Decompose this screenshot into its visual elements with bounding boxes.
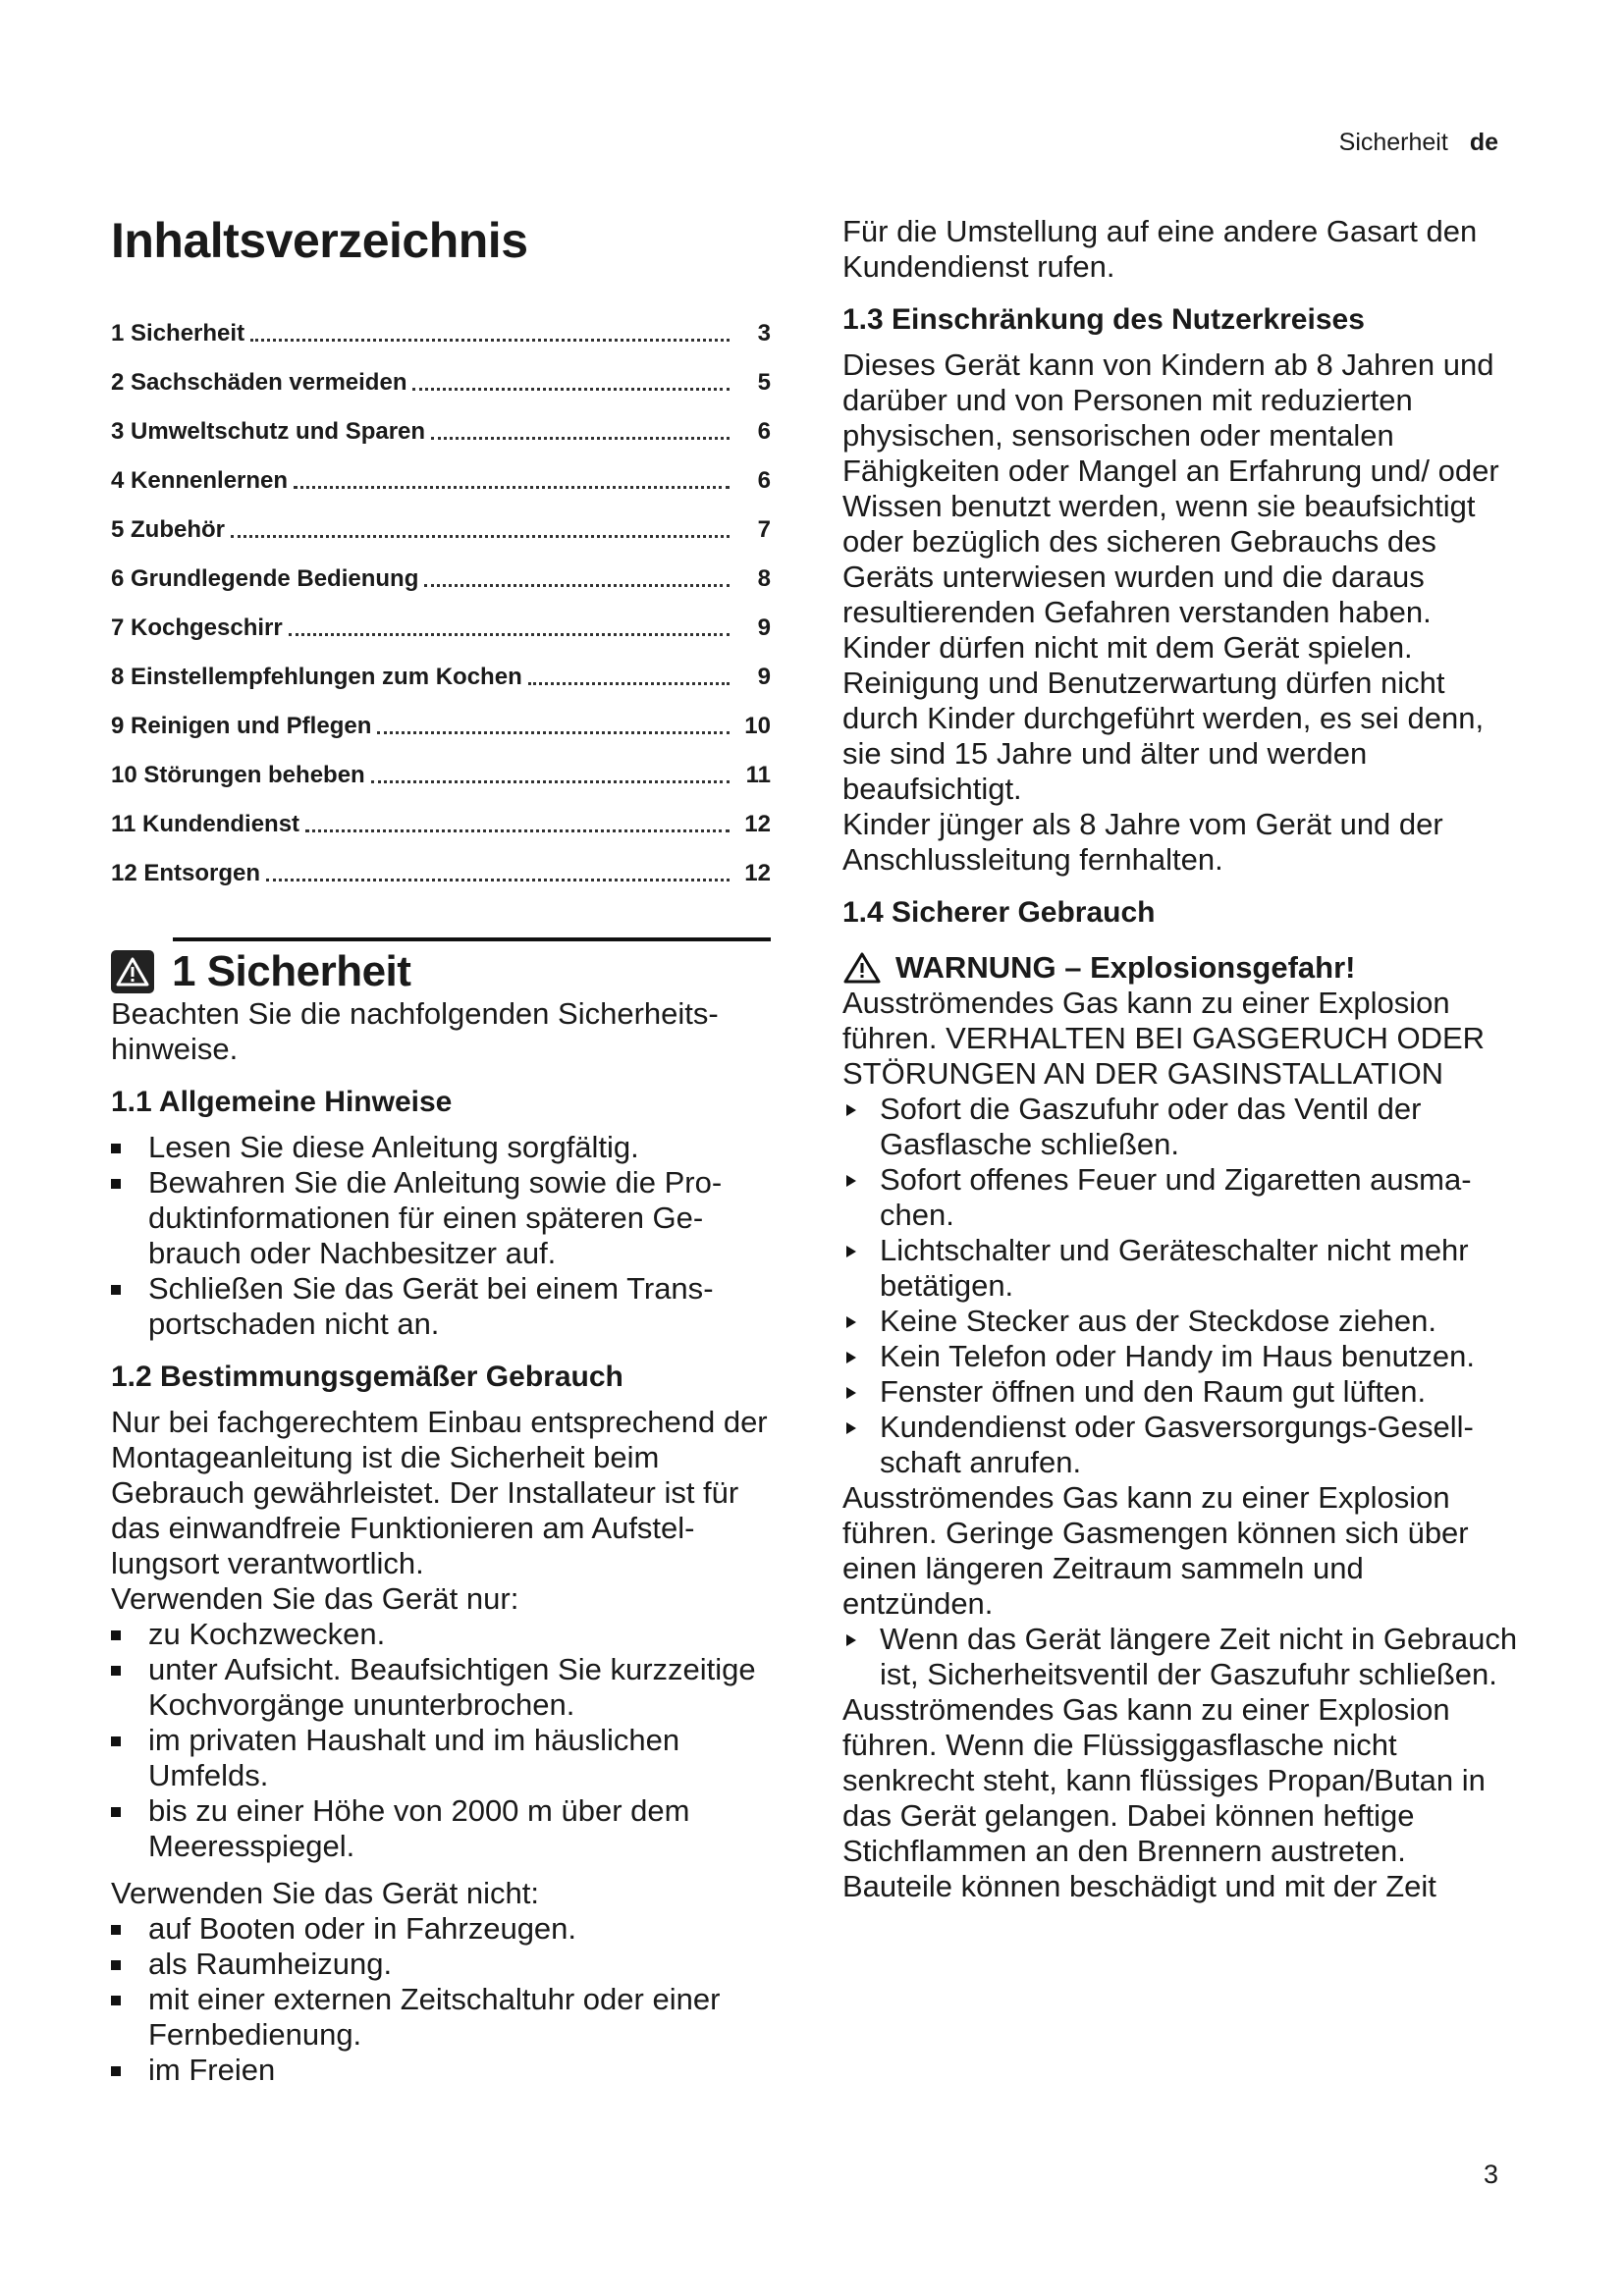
header-language: de [1469,129,1498,156]
toc-leader [266,879,730,881]
toc-entry[interactable] [111,496,771,545]
toc-entry[interactable] [111,299,771,348]
toc-leader [250,339,730,342]
section-1-3-paragraph: Kinder jünger als 8 Jahre vom Gerät und der Anschlussleitung fernhalten. [842,807,1443,877]
step-item: Keine Stecker aus der Steckdose ziehen. [842,1304,1520,1339]
chapter-title: 1 Sicherheit [172,947,411,995]
toc-entry-page: 3 [757,320,771,347]
list-item: bis zu einer Höhe von 2000 m über dem Meeresspiegel. [111,1793,771,1864]
toc-entry-label: 1 Sicherheit [111,320,245,347]
safety-paragraph: Ausströmendes Gas kann zu einer Explosion führen. Geringe Gasmengen können sich über einen längeren Zeitraum sammeln und entzünden. [842,1480,1469,1621]
section-1-3-title: 1.3 Einschränkung des Nutzerkreises [842,303,1365,336]
toc-entry-label: 7 Kochgeschirr [111,614,283,641]
section-1-1-title: 1.1 Allgemeine Hinweise [111,1086,453,1118]
step-item: Sofort offenes Feuer und Zigaretten ausmachen. [842,1162,1520,1233]
toc-title: Inhaltsverzeichnis [111,213,528,268]
section-1-3-paragraph: Kinder dürfen nicht mit dem Gerät spielen. Reinigung und Benutzerwartung dürfen nicht durch Kinder durchgeführt werden, es sei denn, sie sind 15 Jahre und älter und werden beaufsichtigt. [842,630,1485,806]
toc-leader [305,829,730,832]
toc-entry[interactable] [111,741,771,790]
toc-leader [412,388,730,391]
toc-entry-label: 5 Zubehör [111,516,226,543]
toc-entry-page: 6 [757,418,771,445]
section-1-2-title: 1.2 Bestimmungsgemäßer Gebrauch [111,1361,623,1393]
left-column [111,211,771,2088]
list-item: mit einer externen Zeitschaltuhr oder einer Fernbedienung. [111,1982,771,2053]
step-item: Kein Telefon oder Handy im Haus benutzen. [842,1339,1520,1374]
toc-entry-label: 4 Kennenlernen [111,467,289,494]
toc-entry-page: 12 [744,811,771,837]
toc-entry-label: 10 Störungen beheben [111,762,365,788]
step-item: Wenn das Gerät längere Zeit nicht in Gebrauch ist, Sicherheitsventil der Gaszufuhr schließen. [842,1622,1520,1692]
toc-leader [377,731,730,734]
warning-text: WARNUNG – Explosionsgefahr! [895,950,1356,985]
table-of-contents [111,299,771,888]
list-item: als Raumheizung. [111,1947,771,1982]
header-section: Sicherheit [1338,129,1448,156]
toc-leader [294,486,730,489]
general-notes-list [111,1130,771,1342]
section-1-2-continued: Für die Umstellung auf eine andere Gasart den Kundendienst rufen. [842,214,1478,284]
step-item: Fenster öffnen und den Raum gut lüften. [842,1374,1520,1410]
gas-smell-steps [842,1092,1520,1480]
list-item: unter Aufsicht. Beaufsichtigen Sie kurzzeitige Kochvorgänge ununterbrochen. [111,1652,771,1723]
list-item: im Freien [111,2053,771,2088]
toc-entry[interactable] [111,839,771,888]
use-only-list [111,1617,771,1864]
list-item: im privaten Haushalt und im häuslichen Umfelds. [111,1723,771,1793]
list-item: Lesen Sie diese Anleitung sorgfältig. [111,1130,771,1165]
toc-entry[interactable] [111,545,771,594]
toc-entry[interactable] [111,348,771,398]
toc-entry[interactable] [111,790,771,839]
toc-entry-page: 11 [745,762,771,788]
toc-entry-page: 9 [757,664,771,690]
list-item: zu Kochzwecken. [111,1617,771,1652]
chapter-rule [173,937,771,941]
long-disuse-steps [842,1622,1520,1692]
use-only-intro: Verwenden Sie das Gerät nur: [111,1581,519,1616]
toc-leader [528,682,730,685]
chapter-intro: Beachten Sie die nachfolgenden Sicherheitshinweise. [111,996,719,1066]
toc-entry-label: 12 Entsorgen [111,860,261,886]
section-1-4-title: 1.4 Sicherer Gebrauch [842,896,1156,929]
list-item: Bewahren Sie die Anleitung sowie die Produktinformationen für einen späteren Gebrauch oder Nachbesitzer auf. [111,1165,771,1271]
list-item: auf Booten oder in Fahrzeugen. [111,1911,771,1947]
toc-entry-label: 9 Reinigen und Pflegen [111,713,372,739]
toc-entry-label: 6 Grundlegende Bedienung [111,565,419,592]
toc-leader [431,437,730,440]
toc-entry-page: 12 [744,860,771,886]
section-1-3-paragraph: Dieses Gerät kann von Kindern ab 8 Jahren und darüber und von Personen mit reduzierten physischen, sensorischen oder mentalen Fähigkeiten oder Mangel an Erfahrung und/ oder Wissen benutzt werden, wenn sie beaufsichtigt oder bezüglich des sicheren Gebrauchs des Geräts unterwiesen wurden und die daraus resultierenden Gefahren verstanden haben. [842,347,1499,629]
toc-entry[interactable] [111,594,771,643]
warning-icon [842,951,882,985]
step-item: Kundendienst oder Gasversorgungs-Gesellschaft anrufen. [842,1410,1520,1480]
toc-entry-label: 2 Sachschäden vermeiden [111,369,407,396]
toc-entry-page: 5 [757,369,771,396]
right-column [842,214,1520,1904]
safety-paragraph: Ausströmendes Gas kann zu einer Explosion führen. Wenn die Flüssiggasflasche nicht senkrecht steht, kann flüssiges Propan/Butan in das Gerät gelangen. Dabei können heftige Stichflammen an den Brennern austreten. Bauteile können beschädigt und mit der Zeit [842,1692,1486,1903]
running-header [1339,129,1498,157]
warning-heading [842,950,1520,986]
toc-entry[interactable] [111,398,771,447]
toc-entry[interactable] [111,447,771,496]
list-item: Schließen Sie das Gerät bei einem Transportschaden nicht an. [111,1271,771,1342]
toc-entry-page: 8 [757,565,771,592]
toc-entry-page: 10 [744,713,771,739]
do-not-use-intro: Verwenden Sie das Gerät nicht: [111,1876,539,1910]
toc-entry-label: 3 Umweltschutz und Sparen [111,418,426,445]
toc-entry[interactable] [111,643,771,692]
section-1-2-paragraph: Nur bei fachgerechtem Einbau entsprechend der Montageanleitung ist die Sicherheit beim Gebrauch gewährleistet. Der Installateur ist für das einwandfreie Funktionieren am Aufstellungsort verantwortlich. [111,1405,768,1580]
warning-triangle-icon [111,950,154,993]
toc-entry-page: 7 [757,516,771,543]
chapter-heading [111,937,771,996]
toc-leader [289,633,730,636]
toc-entry-label: 8 Einstellempfehlungen zum Kochen [111,664,522,690]
safety-paragraph: Ausströmendes Gas kann zu einer Explosion führen. VERHALTEN BEI GASGERUCH ODER STÖRUNGEN AN DER GASINSTALLATION [842,986,1486,1091]
toc-entry-page: 9 [757,614,771,641]
do-not-use-list [111,1911,771,2088]
toc-leader [424,584,730,587]
toc-leader [231,535,730,538]
step-item: Sofort die Gaszufuhr oder das Ventil der Gasflasche schließen. [842,1092,1520,1162]
toc-entry-page: 6 [757,467,771,494]
toc-entry-label: 11 Kundendienst [111,811,300,837]
toc-leader [371,780,730,783]
step-item: Lichtschalter und Geräteschalter nicht mehr betätigen. [842,1233,1520,1304]
page-number: 3 [1483,2160,1498,2189]
toc-entry[interactable] [111,692,771,741]
